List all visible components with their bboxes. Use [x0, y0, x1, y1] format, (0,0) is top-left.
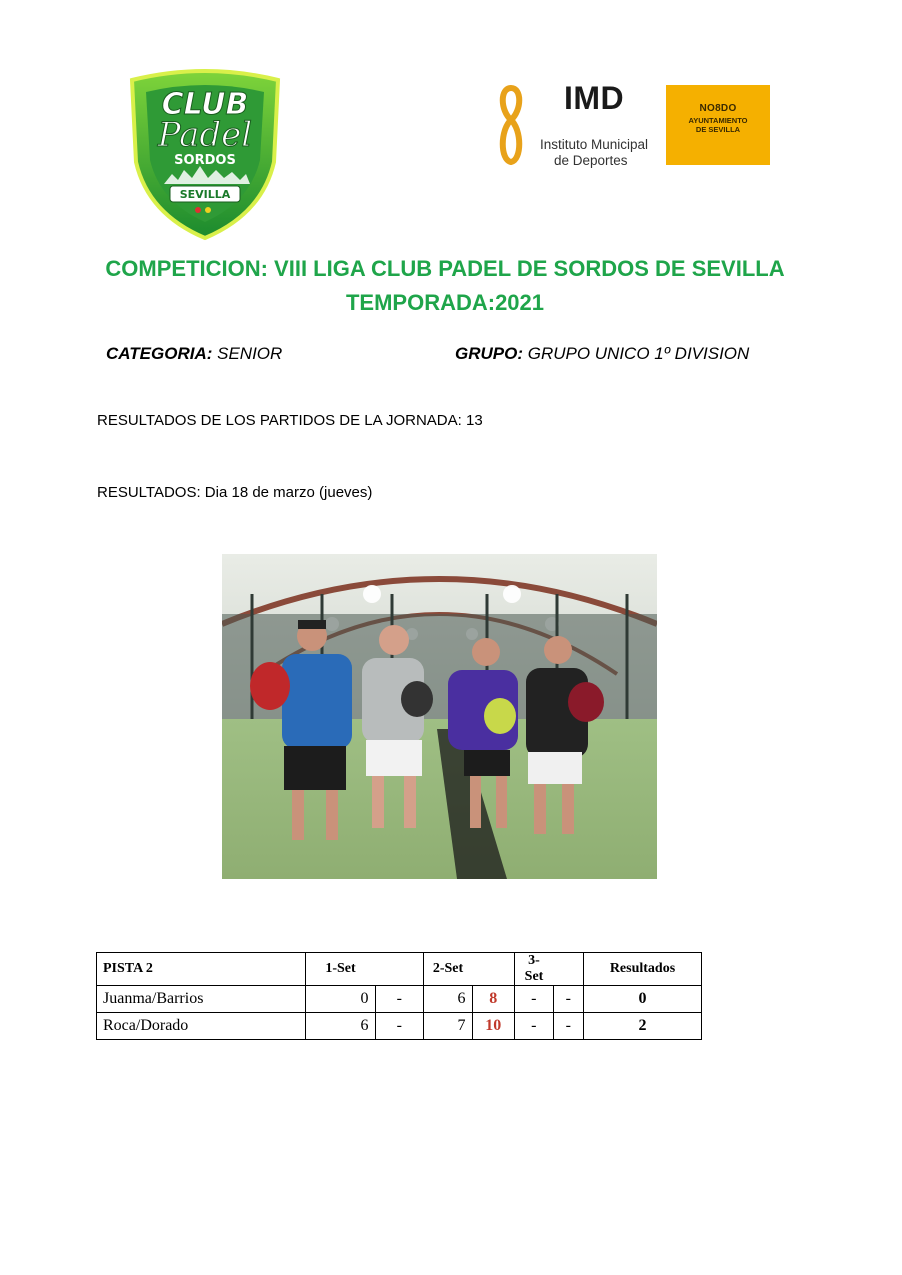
set3-score-b: - [553, 1013, 584, 1040]
set2-score-b: 8 [472, 986, 515, 1013]
header-set2-spacer [472, 953, 515, 986]
header-set1-spacer [375, 953, 424, 986]
imd-subtitle-2: de Deportes [554, 153, 628, 168]
imd-subtitle-1: Instituto Municipal [540, 137, 649, 152]
header-set3-spacer [553, 953, 584, 986]
club-padel-sordos-logo [112, 66, 298, 242]
nodo-subtitle-1: AYUNTAMIENTO [688, 116, 748, 125]
nodo-subtitle-2: DE SEVILLA [695, 125, 741, 134]
header-resultados: Resultados [584, 953, 702, 986]
group-label: GRUPO: [455, 344, 523, 363]
results-table [96, 952, 702, 1040]
imd-symbol-icon [494, 84, 528, 166]
header-set3: 3-Set [515, 953, 554, 986]
players-photo [222, 554, 657, 879]
nodo-subtitle [666, 116, 770, 134]
table-header-row [97, 953, 702, 986]
set2-score-a: 7 [424, 1013, 473, 1040]
club-logo-text-sevilla: SEVILLA [179, 188, 231, 201]
imd-logo [494, 80, 664, 170]
set3-score-a: - [515, 1013, 554, 1040]
imd-title: IMD [564, 80, 625, 116]
set3-score-a: - [515, 986, 554, 1013]
nodo-title: NO8DO [699, 103, 737, 114]
category-label: CATEGORIA: [106, 344, 213, 363]
set2-score-a: 6 [424, 986, 473, 1013]
header-set1: 1-Set [306, 953, 376, 986]
header-set2: 2-Set [424, 953, 473, 986]
ayuntamiento-sevilla-logo [666, 85, 770, 165]
table-row [97, 1013, 702, 1040]
pair-name: Roca/Dorado [97, 1013, 306, 1040]
set1-score-a: 6 [306, 1013, 376, 1040]
set3-score-b: - [553, 986, 584, 1013]
club-logo-text-sordos: SORDOS [174, 153, 236, 168]
category-line [106, 344, 282, 364]
group-value: GRUPO UNICO 1º DIVISION [523, 344, 750, 363]
table-row [97, 986, 702, 1013]
match-result: 0 [584, 986, 702, 1013]
pair-name: Juanma/Barrios [97, 986, 306, 1013]
matchday-text: RESULTADOS DE LOS PARTIDOS DE LA JORNADA: 13 [97, 412, 483, 429]
set1-score-b: - [375, 1013, 424, 1040]
date-text: RESULTADOS: Dia 18 de marzo (jueves) [97, 484, 373, 501]
header-pista: PISTA 2 [97, 953, 306, 986]
match-result: 2 [584, 1013, 702, 1040]
club-logo-text-club: CLUB [161, 87, 249, 122]
category-value: SENIOR [212, 344, 283, 363]
group-line [455, 344, 749, 364]
set1-score-b: - [375, 986, 424, 1013]
club-logo-text-padel: Padel [157, 115, 253, 155]
set2-score-b: 10 [472, 1013, 515, 1040]
season-title: TEMPORADA:2021 [345, 290, 545, 315]
competition-title: COMPETICION: VIII LIGA CLUB PADEL DE SORDOS DE SEVILLA [105, 256, 785, 281]
set1-score-a: 0 [306, 986, 376, 1013]
